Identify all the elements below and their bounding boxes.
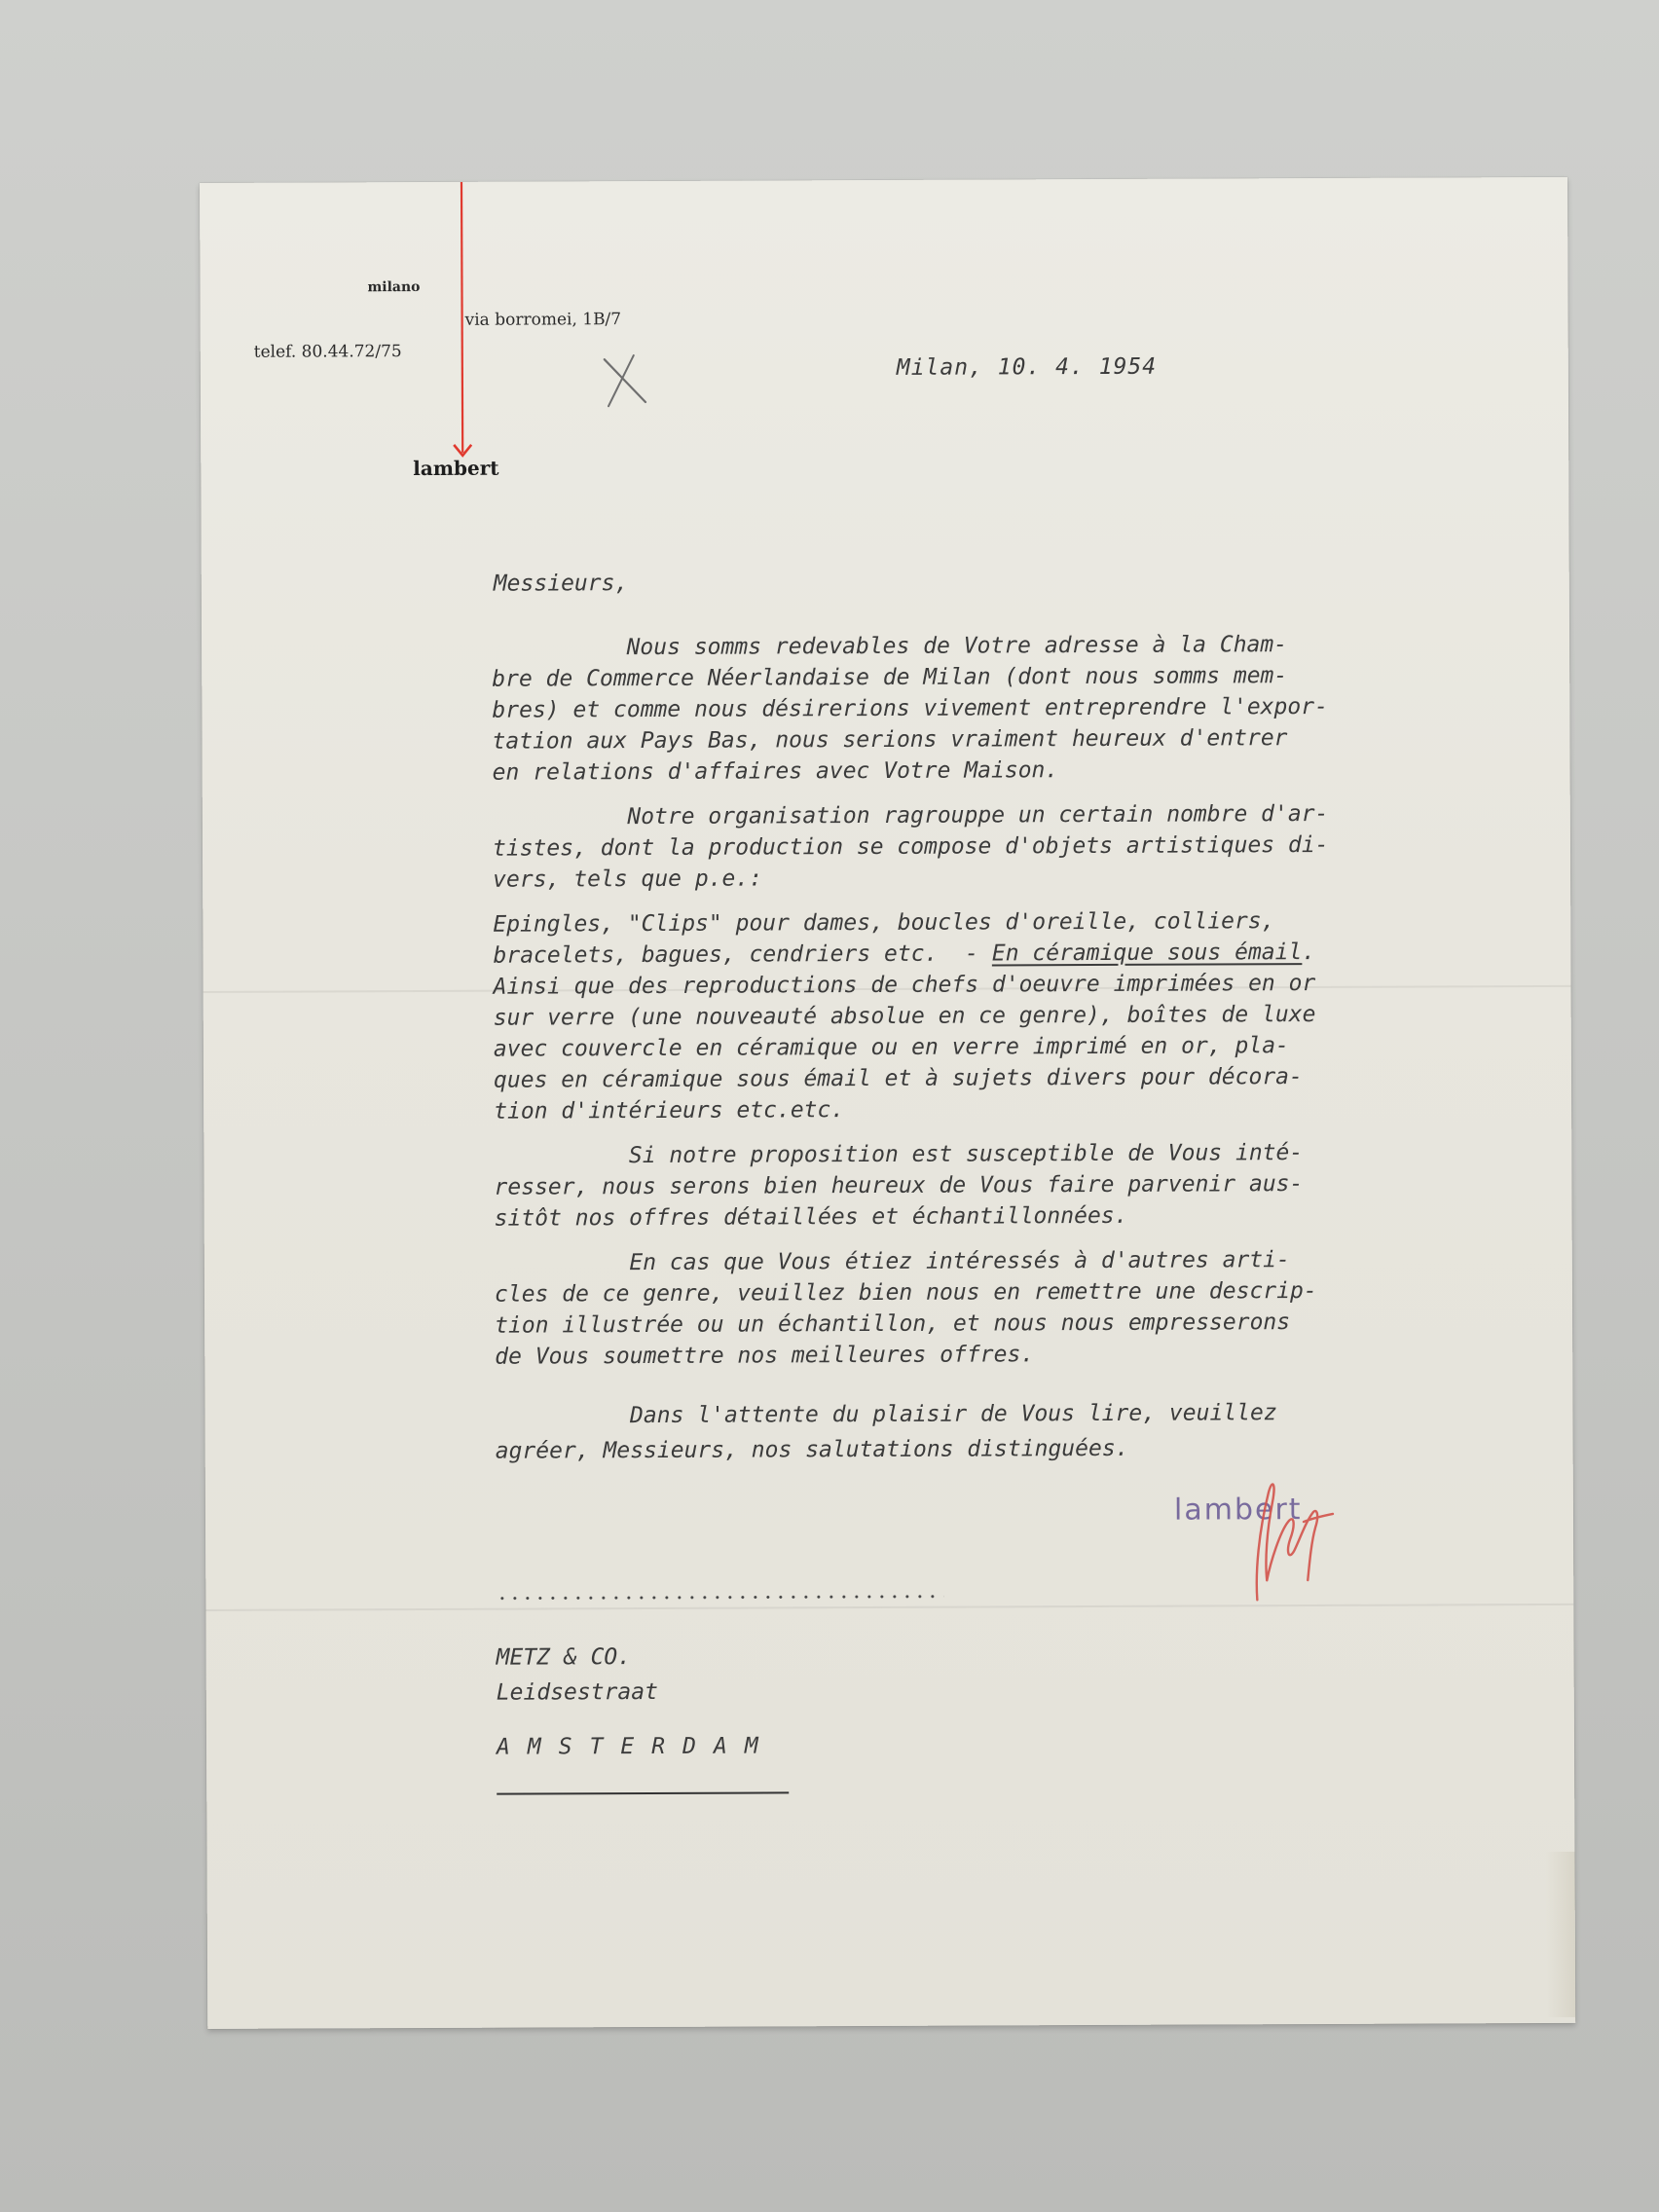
paragraph-1: Nous somms redevables de Votre adresse à la Cham- bre de Commerce Néerlandaise de Milan (dont nous somms mem- bres) et comme nous désirerions vivement entreprendre l'expor- tation aux Pays Bas, nous serions vraiment heureux d'entrer en relations d'affaires avec Votre Maison. xyxy=(492,632,1328,786)
letter-date: Milan, 10. 4. 1954 xyxy=(896,353,1158,381)
closing-text: Dans l'attente du plaisir de Vous lire, veuillez agréer, Messieurs, nos salutations distinguées. xyxy=(495,1400,1277,1464)
paper-stain xyxy=(1545,1852,1575,2017)
letterhead-city: milano xyxy=(367,279,421,296)
addressee-company: METZ & CO. xyxy=(496,1644,632,1671)
paragraph-3 xyxy=(493,904,1526,1127)
paragraph-3-lead: Epingles, "Clips" pour dames, boucles d'oreille, colliers, bracelets, bagues, cendriers etc. - xyxy=(493,908,1275,969)
underlined-phrase: En céramique sous émail xyxy=(991,940,1303,967)
signature-icon xyxy=(1237,1463,1346,1609)
addressee-street: Leidsestraat xyxy=(496,1678,658,1706)
paper-fold xyxy=(205,1604,1573,1611)
company-stamp: lambert xyxy=(1173,1493,1303,1528)
addressee-block xyxy=(497,1639,776,1764)
letterhead-brand: lambert xyxy=(413,456,499,481)
letterhead-address: via borromei, 1B/7 xyxy=(464,310,622,330)
paragraph-5: En cas que Vous étiez intéressés à d'autres arti- cles de ce genre, veuillez bien nous en remettre une descrip- tion illustrée ou un échantillon, et nous nous empresserons de Vous soumettre nos meilleures offres. xyxy=(494,1247,1317,1370)
paragraph-2: Notre organisation ragrouppe un certain nombre d'ar- tistes, dont la production se compose d'objets artistiques di- vers, tels que p.e.: xyxy=(492,800,1329,893)
paragraph-4: Si notre proposition est susceptible de Vous inté- resser, nous serons bien heureux de Vous faire parvenir aus- sitôt nos offres détaillées et échantillonnées. xyxy=(494,1140,1304,1232)
paragraph-3-rest: . Ainsi que des reproductions de chefs d'oeuvre imprimées en or sur verre (une nouveauté absolue en ce genre), boîtes de luxe avec couvercle en céramique ou en verre imprimé en or, pla- ques en céramique sous émail et à sujets divers pour décora- tion d'intérieurs etc.etc. xyxy=(493,940,1316,1124)
letterhead-telephone: telef. 80.44.72/75 xyxy=(253,342,402,362)
addressee-city: AMSTERDAM xyxy=(496,1733,776,1760)
pencil-x-mark-icon xyxy=(595,351,653,410)
addressee-underline xyxy=(497,1791,789,1794)
dashed-divider xyxy=(496,1595,943,1601)
letter-sheet xyxy=(200,177,1575,2029)
letter-body xyxy=(492,628,1527,1386)
closing xyxy=(495,1395,1276,1469)
salutation: Messieurs, xyxy=(493,571,629,597)
